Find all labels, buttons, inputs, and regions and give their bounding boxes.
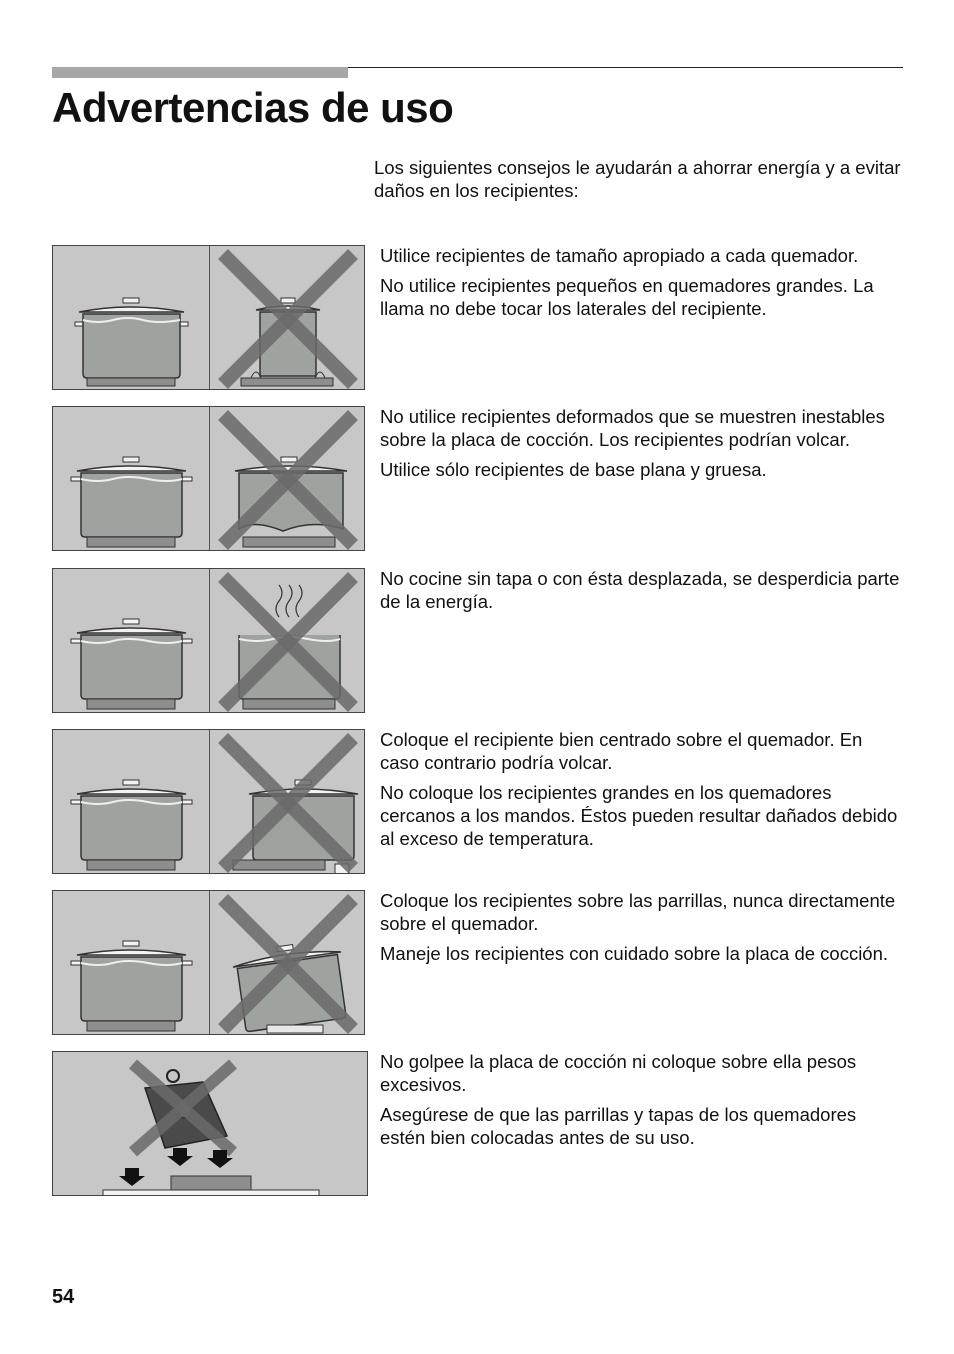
- paragraph: Maneje los recipientes con cuidado sobre la placa de cocción.: [380, 943, 889, 964]
- section-impact: [52, 1051, 904, 1197]
- section-grates: [52, 890, 904, 1036]
- impact-illustration: [53, 1052, 368, 1196]
- paragraph: Coloque el recipiente bien centrado sobre el quemador. En caso contrario podría volcar.: [380, 729, 863, 773]
- page-number: 54: [52, 1286, 75, 1308]
- paragraph: No cocine sin tapa o con ésta desplazada, se desperdicia parte de la energía.: [380, 568, 900, 612]
- header-rule-gray: [52, 67, 348, 78]
- section-text: [380, 405, 904, 488]
- figure-grates: [52, 890, 365, 1035]
- panel-divider: [209, 569, 210, 712]
- paragraph: Utilice sólo recipientes de base plana y gruesa.: [380, 459, 767, 480]
- section-lid: [52, 568, 904, 714]
- section-pot-size: [52, 245, 904, 391]
- panel-divider: [209, 730, 210, 873]
- figure-impact: [52, 1051, 368, 1196]
- page-title: Advertencias de uso: [52, 84, 454, 131]
- section-text: [380, 728, 904, 857]
- section-text: [380, 244, 904, 327]
- panel-divider: [209, 246, 210, 389]
- correct-pot-icon: [71, 619, 192, 709]
- correct-pot-icon: [71, 941, 192, 1031]
- section-deformed-pots: [52, 406, 904, 552]
- figure-lid: [52, 568, 365, 713]
- paragraph: No golpee la placa de cocción ni coloque sobre ella pesos excesivos.: [380, 1051, 857, 1095]
- paragraph: Coloque los recipientes sobre las parrillas, nunca directamente sobre el quemador.: [380, 890, 896, 934]
- section-text: [380, 889, 904, 972]
- figure-deformed-pots: [52, 406, 365, 551]
- intro-text: Los siguientes consejos le ayudarán a ahorrar energía y a evitar daños en los recipientes:: [374, 157, 901, 201]
- correct-pot-icon: [71, 457, 192, 547]
- figure-centering: [52, 729, 365, 874]
- paragraph: No coloque los recipientes grandes en los quemadores cercanos a los mandos. Éstos pueden resultar dañados debido al exceso de temperatura.: [380, 782, 898, 849]
- figure-pot-size: [52, 245, 365, 390]
- paragraph: No utilice recipientes deformados que se muestren inestables sobre la placa de cocción. Los recipientes podrían volcar.: [380, 406, 885, 450]
- header-rule-line: [348, 67, 903, 68]
- section-text: [380, 1050, 904, 1156]
- correct-pot-icon: [75, 298, 188, 386]
- paragraph: No utilice recipientes pequeños en quemadores grandes. La llama no debe tocar los laterales del recipiente.: [380, 275, 874, 319]
- section-text: [380, 567, 904, 620]
- panel-divider: [209, 891, 210, 1034]
- panel-divider: [209, 407, 210, 550]
- paragraph: Asegúrese de que las parrillas y tapas de los quemadores estén bien colocadas antes de su uso.: [380, 1104, 857, 1148]
- paragraph: Utilice recipientes de tamaño apropiado a cada quemador.: [380, 245, 859, 266]
- correct-pot-icon: [71, 780, 192, 870]
- section-centering: [52, 729, 904, 875]
